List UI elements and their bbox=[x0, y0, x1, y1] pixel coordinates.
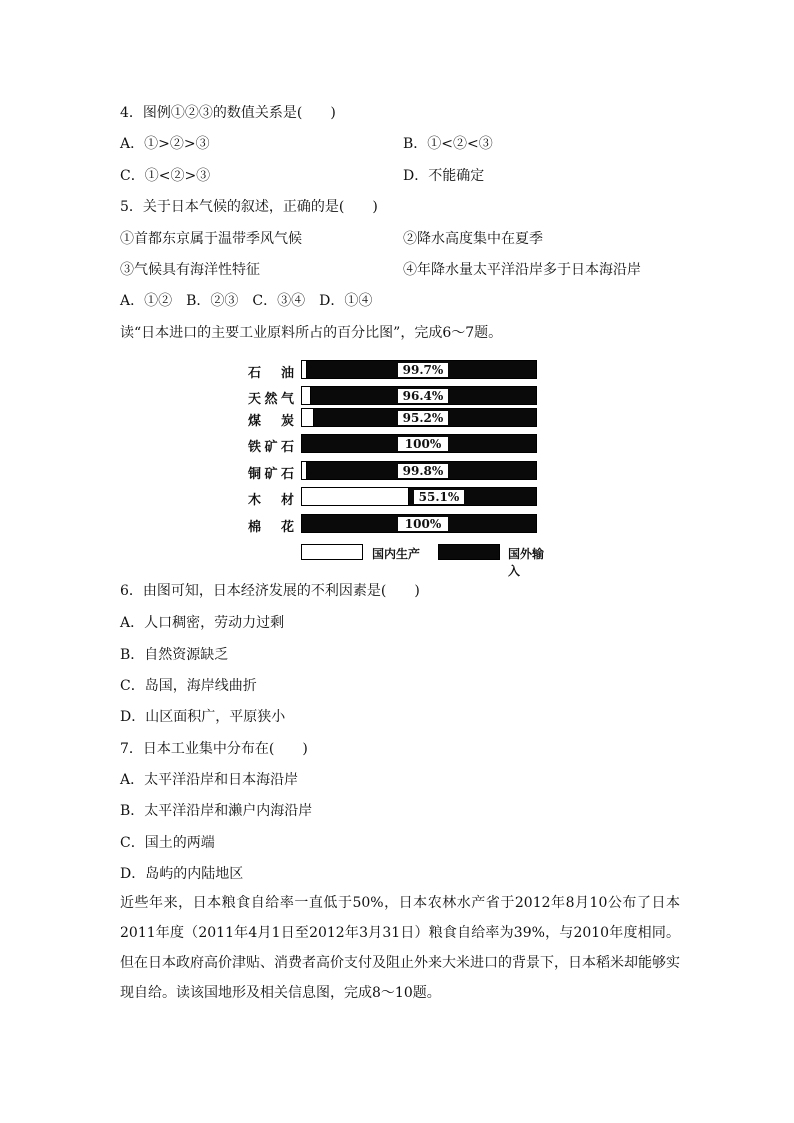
passage-8-10: 近些年来，日本粮食自给率一直低于50%，日本农林水产省于2012年8月10公布了日本2011年度（2011年4月1日至2012年3月31日）粮食自给率为39%，与2010年度相同。但在日本政府高价津贴、消费者高价支付及阻止外来大米进口的背景下，日本稻米却能够实现自给。读该国地形及相关信息图，完成8～10题。 bbox=[120, 895, 680, 1001]
q7-option-d: D．岛屿的内陆地区 bbox=[120, 866, 244, 882]
chart-bar bbox=[301, 434, 537, 453]
chart-bar bbox=[301, 487, 537, 506]
chart-value-label: 55.1% bbox=[414, 490, 464, 504]
q4-stem: 4．图例①②③的数值关系是( ) bbox=[120, 105, 336, 121]
q5-options: A．①② B．②③ C．③④ D．①④ bbox=[120, 293, 373, 309]
q6-option-a: A．人口稠密，劳动力过剩 bbox=[120, 615, 285, 631]
chart-category-label: 铜矿石 bbox=[248, 467, 294, 482]
q5-stem: 5．关于日本气候的叙述，正确的是( ) bbox=[120, 199, 378, 215]
chart-category-label: 木 材 bbox=[248, 493, 294, 508]
q7-stem: 7．日本工业集中分布在( ) bbox=[120, 741, 308, 757]
chart-bar bbox=[301, 386, 537, 405]
q4-option-d: D．不能确定 bbox=[403, 168, 485, 184]
chart-bar-domestic-segment bbox=[302, 462, 307, 479]
chart-category-label: 石 油 bbox=[248, 366, 294, 381]
q6-stem: 6．由图可知，日本经济发展的不利因素是( ) bbox=[120, 583, 420, 599]
q6-option-c: C．岛国，海岸线曲折 bbox=[120, 678, 257, 694]
q7-option-c: C．国土的两端 bbox=[120, 835, 215, 851]
chart-value-label: 99.7% bbox=[398, 363, 448, 377]
chart-value-label: 96.4% bbox=[398, 389, 448, 403]
chart-bar-domestic-segment bbox=[302, 361, 307, 378]
import-percentage-chart bbox=[248, 356, 548, 578]
chart-category-label: 铁矿石 bbox=[248, 440, 294, 455]
chart-value-label: 100% bbox=[398, 517, 448, 531]
chart-bar bbox=[301, 360, 537, 379]
q5-statement-4: ④年降水量太平洋沿岸多于日本海沿岸 bbox=[403, 262, 641, 278]
q7-option-a: A．太平洋沿岸和日本海沿岸 bbox=[120, 772, 299, 788]
chart-bar bbox=[301, 408, 537, 427]
chart-value-label: 95.2% bbox=[398, 411, 448, 425]
intro-6-7: 读“日本进口的主要工业原料所占的百分比图”，完成6～7题。 bbox=[120, 325, 503, 341]
q7-option-b: B．太平洋沿岸和濑户内海沿岸 bbox=[120, 803, 313, 819]
q4-option-b: B．①<②<③ bbox=[403, 136, 493, 152]
chart-bar bbox=[301, 461, 537, 480]
legend-import-swatch bbox=[438, 544, 500, 560]
legend-domestic-label: 国内生产 bbox=[372, 547, 421, 561]
chart-bar-domestic-segment bbox=[302, 387, 311, 404]
chart-value-label: 100% bbox=[398, 437, 448, 451]
chart-category-label: 天然气 bbox=[248, 392, 294, 407]
q5-statement-3: ③气候具有海洋性特征 bbox=[120, 262, 260, 278]
chart-category-label: 煤 炭 bbox=[248, 414, 294, 429]
chart-bar-domestic-segment bbox=[302, 488, 409, 505]
q5-statement-2: ②降水高度集中在夏季 bbox=[403, 231, 543, 247]
q4-option-c: C．①<②>③ bbox=[120, 168, 211, 184]
chart-bar bbox=[301, 514, 537, 533]
legend-domestic-swatch bbox=[301, 544, 363, 560]
q6-option-b: B．自然资源缺乏 bbox=[120, 647, 229, 663]
chart-bar-domestic-segment bbox=[302, 409, 314, 426]
chart-category-label: 棉 花 bbox=[248, 520, 294, 535]
q5-statement-1: ①首都东京属于温带季风气候 bbox=[120, 231, 302, 247]
q4-option-a: A．①>②>③ bbox=[120, 136, 210, 152]
chart-value-label: 99.8% bbox=[398, 464, 448, 478]
legend-import-label: 国外输入 bbox=[508, 547, 545, 578]
q6-option-d: D．山区面积广，平原狭小 bbox=[120, 709, 286, 725]
